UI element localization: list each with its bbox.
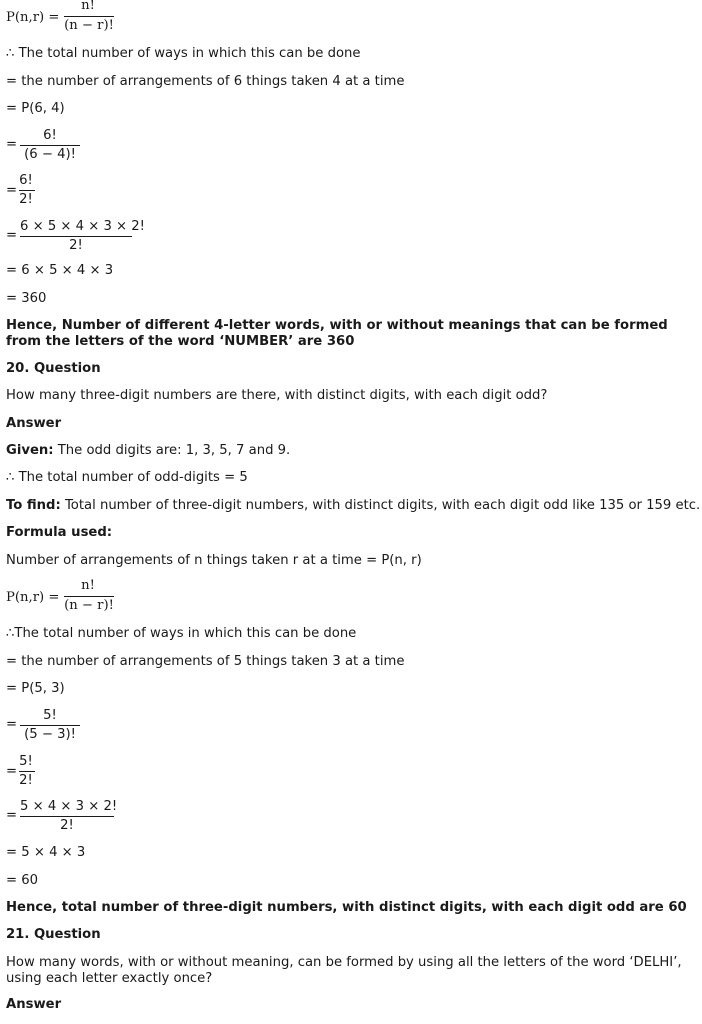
fraction-bar (19, 771, 35, 772)
equals-sign: = (6, 183, 18, 198)
fraction-numerator: 6 × 5 × 4 × 3 × 2! (20, 219, 145, 234)
text-line: = 360 (6, 291, 47, 306)
fraction-step (6, 126, 86, 164)
fraction-numerator: 6! (43, 128, 57, 143)
tofind-line (6, 498, 700, 514)
formula-numerator: n! (81, 0, 95, 13)
fraction-bar (20, 236, 132, 237)
text-line: Number of arrangements of n things taken r at a time = P(n, r) (6, 553, 422, 568)
question-heading: 21. Question (6, 927, 101, 942)
formula-denominator: (n − r)! (64, 18, 114, 33)
text-line: = the number of arrangements of 6 things taken 4 at a time (6, 74, 405, 89)
equals-sign: = (6, 137, 18, 152)
fraction-bar (20, 725, 80, 726)
formula-denominator: (n − r)! (64, 598, 114, 613)
text-line: = 60 (6, 873, 39, 888)
fraction-denominator: 2! (60, 818, 74, 833)
equals-sign: = (6, 717, 18, 732)
fraction-step (6, 753, 56, 791)
question-text: How many three-digit numbers are there, with distinct digits, with each digit odd? (6, 388, 548, 403)
fraction-bar (20, 145, 80, 146)
fraction-step (6, 706, 86, 744)
equals-sign: = (6, 228, 18, 243)
equals-sign: = (6, 764, 18, 779)
text-line: = 6 × 5 × 4 × 3 (6, 263, 114, 278)
fraction-denominator: (6 − 4)! (24, 147, 76, 162)
fraction-step (6, 797, 116, 835)
conclusion-text: Hence, total number of three-digit numbers, with distinct digits, with each digit odd are 60 (6, 900, 687, 915)
question-heading: 20. Question (6, 361, 101, 376)
given-text: The odd digits are: 1, 3, 5, 7 and 9. (53, 443, 291, 458)
answer-label: Answer (6, 997, 62, 1012)
question-text: How many words, with or without meaning, can be formed by using all the letters of the word ‘DELHI’, using each letter exactly once? (6, 955, 682, 986)
formula-used-label: Formula used: (6, 525, 113, 540)
given-label: Given: (6, 443, 54, 458)
text-line: ∴The total number of ways in which this can be done (6, 626, 357, 641)
equals-sign: = (6, 808, 18, 823)
given-line (6, 443, 290, 459)
formula-numerator: n! (81, 578, 95, 593)
fraction-bar (64, 596, 114, 597)
text-line: = P(6, 4) (6, 101, 65, 116)
fraction-bar (64, 16, 114, 17)
tofind-label: To find: (6, 498, 61, 513)
answer-label: Answer (6, 416, 62, 431)
text-line: = 5 × 4 × 3 (6, 845, 86, 860)
fraction-numerator: 5! (19, 754, 33, 769)
fraction-denominator: (5 − 3)! (24, 727, 76, 742)
fraction-bar (19, 190, 35, 191)
formula-permutation-2 (6, 578, 126, 616)
text-line: = the number of arrangements of 5 things taken 3 at a time (6, 654, 405, 669)
fraction-numerator: 6! (19, 173, 33, 188)
conclusion-text: Hence, Number of different 4-letter words, with or without meanings that can be formed from the letters of the word ‘NUMBER’ are 360 (6, 318, 668, 349)
fraction-numerator: 5 × 4 × 3 × 2! (20, 799, 118, 814)
fraction-step (6, 217, 145, 255)
text-line: ∴ The total number of ways in which this can be done (6, 46, 361, 61)
tofind-text: Total number of three-digit numbers, with distinct digits, with each digit odd like 135 or 159 etc. (60, 498, 701, 513)
fraction-bar (20, 816, 114, 817)
formula-lhs: P(n,r) = (6, 590, 60, 605)
fraction-step (6, 172, 56, 210)
fraction-denominator: 2! (69, 238, 83, 253)
formula-permutation-1 (6, 0, 126, 36)
text-line: = P(5, 3) (6, 681, 65, 696)
fraction-denominator: 2! (19, 773, 33, 788)
fraction-denominator: 2! (19, 192, 33, 207)
fraction-numerator: 5! (43, 708, 57, 723)
text-line: ∴ The total number of odd-digits = 5 (6, 470, 248, 485)
formula-lhs: P(n,r) = (6, 10, 60, 25)
